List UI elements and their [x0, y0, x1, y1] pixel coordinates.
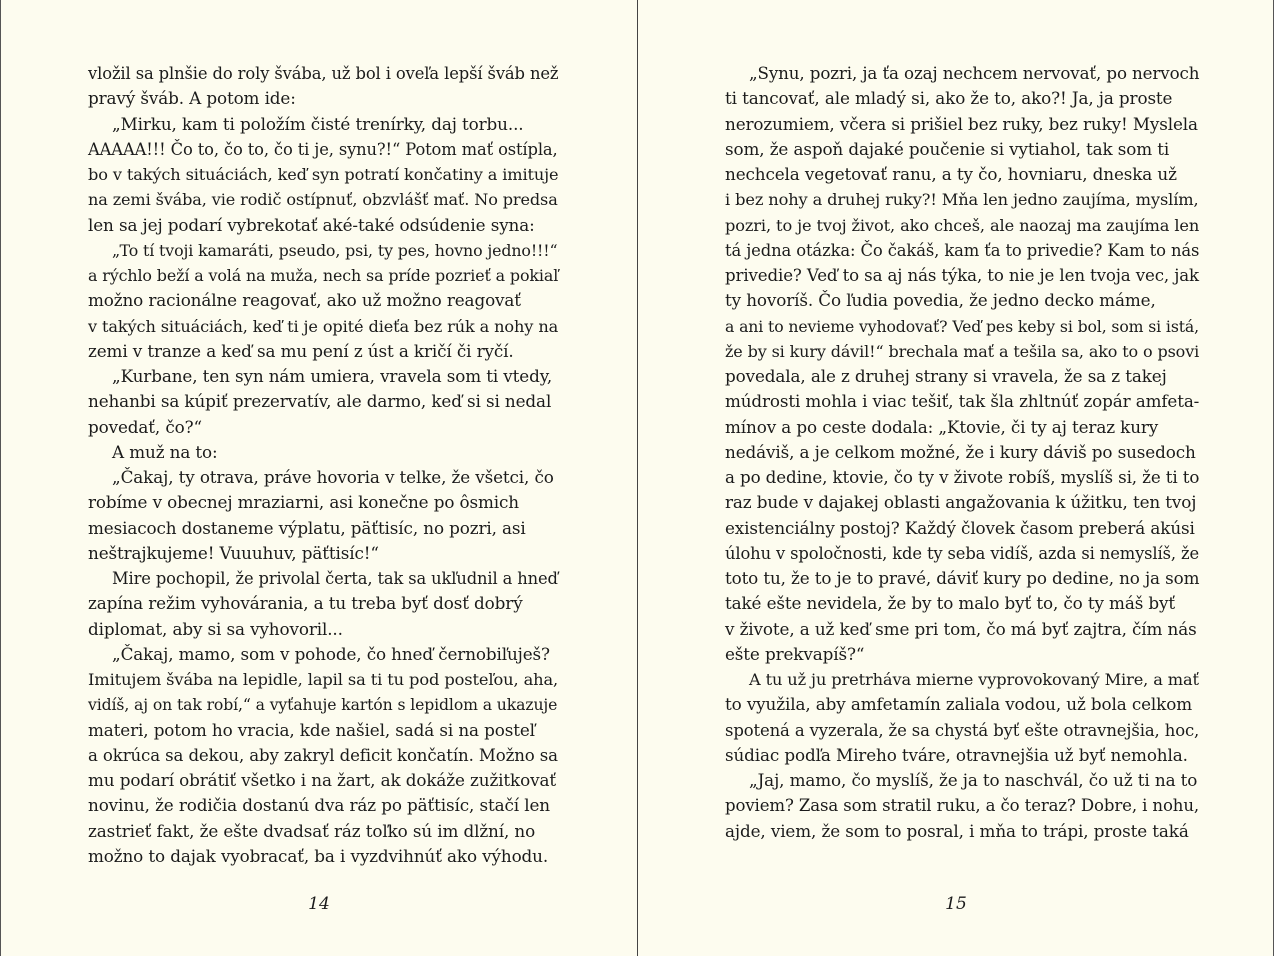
text-line: možno to dajak vyobracať, ba i vyzdvihnúť ako výhodu.	[88, 845, 549, 866]
text-line: neštrajkujeme! Vuuuhuv, päťtisíc!“	[88, 542, 379, 563]
text-line: ajde, viem, že som to posral, i mňa to trápi, proste taká	[725, 820, 1189, 841]
text-line: že by si kury dávil!“ brechala mať a tešila sa, ako to o psovi	[725, 341, 1200, 361]
text-line: novinu, že rodičia dostanú dva ráz po päťtisíc, stačí len	[88, 795, 550, 816]
text-line: nehanbi sa kúpiť prezervatív, ale darmo, keď si si nedal	[88, 391, 552, 412]
text-line: vidíš, aj on tak robí,“ a vyťahuje kartón s lepidlom a ukazuje	[88, 695, 558, 715]
text-line: mu podarí obrátiť všetko i na žart, ak dokáže zužitkovať	[88, 770, 556, 790]
text-line: zapína režim vyhovárania, a tu treba byť dosť dobrý	[88, 593, 523, 614]
text-line: možno racionálne reagovať, ako už možno reagovať	[88, 290, 521, 311]
text-line: robíme v obecnej mraziarni, asi konečne po ôsmich	[88, 492, 519, 513]
text-line: Imitujem švába na lepidle, lapil sa ti tu pod posteľou, aha,	[88, 670, 559, 689]
text-line: „Jaj, mamo, čo myslíš, že ja to naschvál, čo už ti na to	[749, 770, 1198, 790]
text-line: poviem? Zasa som stratil ruku, a čo teraz? Dobre, i nohu,	[725, 796, 1199, 816]
text-line: a okrúca sa dekou, aby zakryl deficit končatín. Možno sa	[88, 745, 558, 765]
text-line: diplomat, aby si sa vyhovoril...	[88, 618, 343, 639]
text-line: A muž na to:	[112, 441, 218, 462]
text-line: AAAAA!!! Čo to, čo to, čo ti je, synu?!“ Potom mať ostípla,	[88, 139, 558, 159]
text-line: mínov a po ceste dodala: „Ktovie, či ty aj teraz kury	[725, 416, 1159, 437]
text-line: privedie? Veď to sa aj nás týka, to nie je len tvoja vec, jak	[725, 266, 1199, 285]
text-line: mesiacoch dostaneme výplatu, päťtisíc, no pozri, asi	[88, 517, 526, 538]
text-line: nedáviš, a je celkom možné, že i kury dáviš po susedoch	[725, 441, 1196, 462]
text-line: v takých situáciách, keď ti je opité dieťa bez rúk a nohy na	[88, 316, 559, 336]
text-line: „Čakaj, mamo, som v pohode, čo hneď černobiľuješ?	[112, 643, 550, 664]
right-page	[639, 0, 1274, 956]
text-line: ty hovoríš. Čo ľudia povedia, že jedno decko máme,	[725, 290, 1156, 311]
text-line: zastrieť fakt, že ešte dvadsať ráz toľko sú im dlžní, no	[88, 820, 536, 841]
text-line: nerozumiem, včera si prišiel bez ruky, bez ruky! Myslela	[725, 113, 1198, 134]
text-line: povedala, ale z druhej strany si vravela, že sa z takej	[725, 366, 1167, 386]
text-line: materi, potom ho vracia, kde našiel, sadá si na posteľ	[88, 719, 535, 740]
text-line: v živote, a už keď sme pri tom, čo má byť zajtra, čím nás	[725, 618, 1197, 639]
text-line: bo v takých situáciách, keď syn potratí končatiny a imituje	[88, 165, 559, 184]
text-line: „Kurbane, ten syn nám umiera, vravela som ti vtedy,	[112, 366, 553, 386]
text-line: „Mirku, kam ti položím čisté trenírky, daj torbu...	[112, 113, 524, 134]
text-line: som, že aspoň dajaké poučenie si vytiahol, tak som ti	[725, 138, 1170, 159]
page-number: 15	[945, 894, 967, 914]
text-line: Mire pochopil, že privolal čerta, tak sa ukľudnil a hneď	[112, 569, 558, 588]
text-line: raz bude v dajakej oblasti angažovania k úžitku, ten tvoj	[725, 492, 1197, 513]
text-line: spotená a vyzerala, že sa chystá byť ešte otravnejšia, hoc,	[725, 720, 1200, 740]
text-line: to využila, aby amfetamín zaliala vodou, už bola celkom	[725, 694, 1193, 715]
text-line: múdrosti mohla i viac tešiť, tak šla zhltnúť zopár amfeta-	[725, 391, 1200, 412]
text-line: len sa jej podarí vybrekotať aké-také odsúdenie syna:	[88, 214, 535, 235]
right-page-text	[725, 61, 1199, 844]
text-line: toto tu, že to je to pravé, dáviť kury po dedine, no ja som	[725, 568, 1200, 588]
text-line: také ešte nevidela, že by to malo byť to, čo ty máš byť	[725, 593, 1176, 614]
text-line: „To tí tvoji kamaráti, pseudo, psi, ty pes, hovno jedno!!!“	[112, 240, 558, 260]
text-line: úlohu v spoločnosti, kde ty seba vidíš, azda si nemyslíš, že	[725, 543, 1200, 563]
text-line: a po dedine, ktovie, čo ty v živote robíš, myslíš si, že ti to	[725, 468, 1200, 487]
text-line: A tu už ju pretrháva mierne vyprovokovaný Mire, a mať	[749, 670, 1199, 689]
text-line: „Synu, pozri, ja ťa ozaj nechcem nervovať, po nervoch	[749, 64, 1200, 83]
text-line: na zemi švába, vie rodič ostípnuť, obzvlášť mať. No predsa	[88, 190, 558, 210]
text-line: zemi v tranze a keď sa mu pení z úst a kričí či ryčí.	[88, 340, 514, 361]
text-line: povedať, čo?“	[88, 416, 202, 437]
text-line: ešte prekvapíš?“	[725, 643, 865, 664]
page-number: 14	[308, 894, 330, 914]
text-line: vložil sa plnšie do roly švába, už bol i oveľa lepší šváb než	[88, 64, 559, 83]
left-page-text	[88, 61, 558, 869]
text-line: a rýchlo beží a volá na muža, nech sa príde pozrieť a pokiaľ	[88, 266, 559, 285]
page-fold-divider	[637, 0, 638, 956]
text-line: a ani to nevieme vyhodovať? Veď pes keby si bol, som si istá,	[725, 316, 1200, 336]
text-line: i bez nohy a druhej ruky?! Mňa len jedno zaujíma, myslím,	[725, 190, 1199, 210]
text-line: pravý šváb. A potom ide:	[88, 88, 296, 109]
left-page	[1, 0, 637, 956]
text-line: súdiac podľa Mireho tváre, otravnejšia už byť nemohla.	[725, 744, 1188, 765]
text-line: nechcela vegetovať ranu, a ty čo, hovniaru, dneska už	[725, 164, 1177, 184]
text-line: existenciálny postoj? Každý človek časom preberá akúsi	[725, 517, 1195, 538]
text-line: „Čakaj, ty otrava, práve hovoria v telke, že všetci, čo	[112, 467, 554, 487]
text-line: tá jedna otázka: Čo čakáš, kam ťa to privedie? Kam to nás	[725, 240, 1200, 260]
text-line: ti tancovať, ale mladý si, ako že to, ako?! Ja, ja proste	[725, 88, 1173, 109]
text-line: pozri, to je tvoj život, ako chceš, ale naozaj ma zaujíma len	[725, 215, 1200, 235]
